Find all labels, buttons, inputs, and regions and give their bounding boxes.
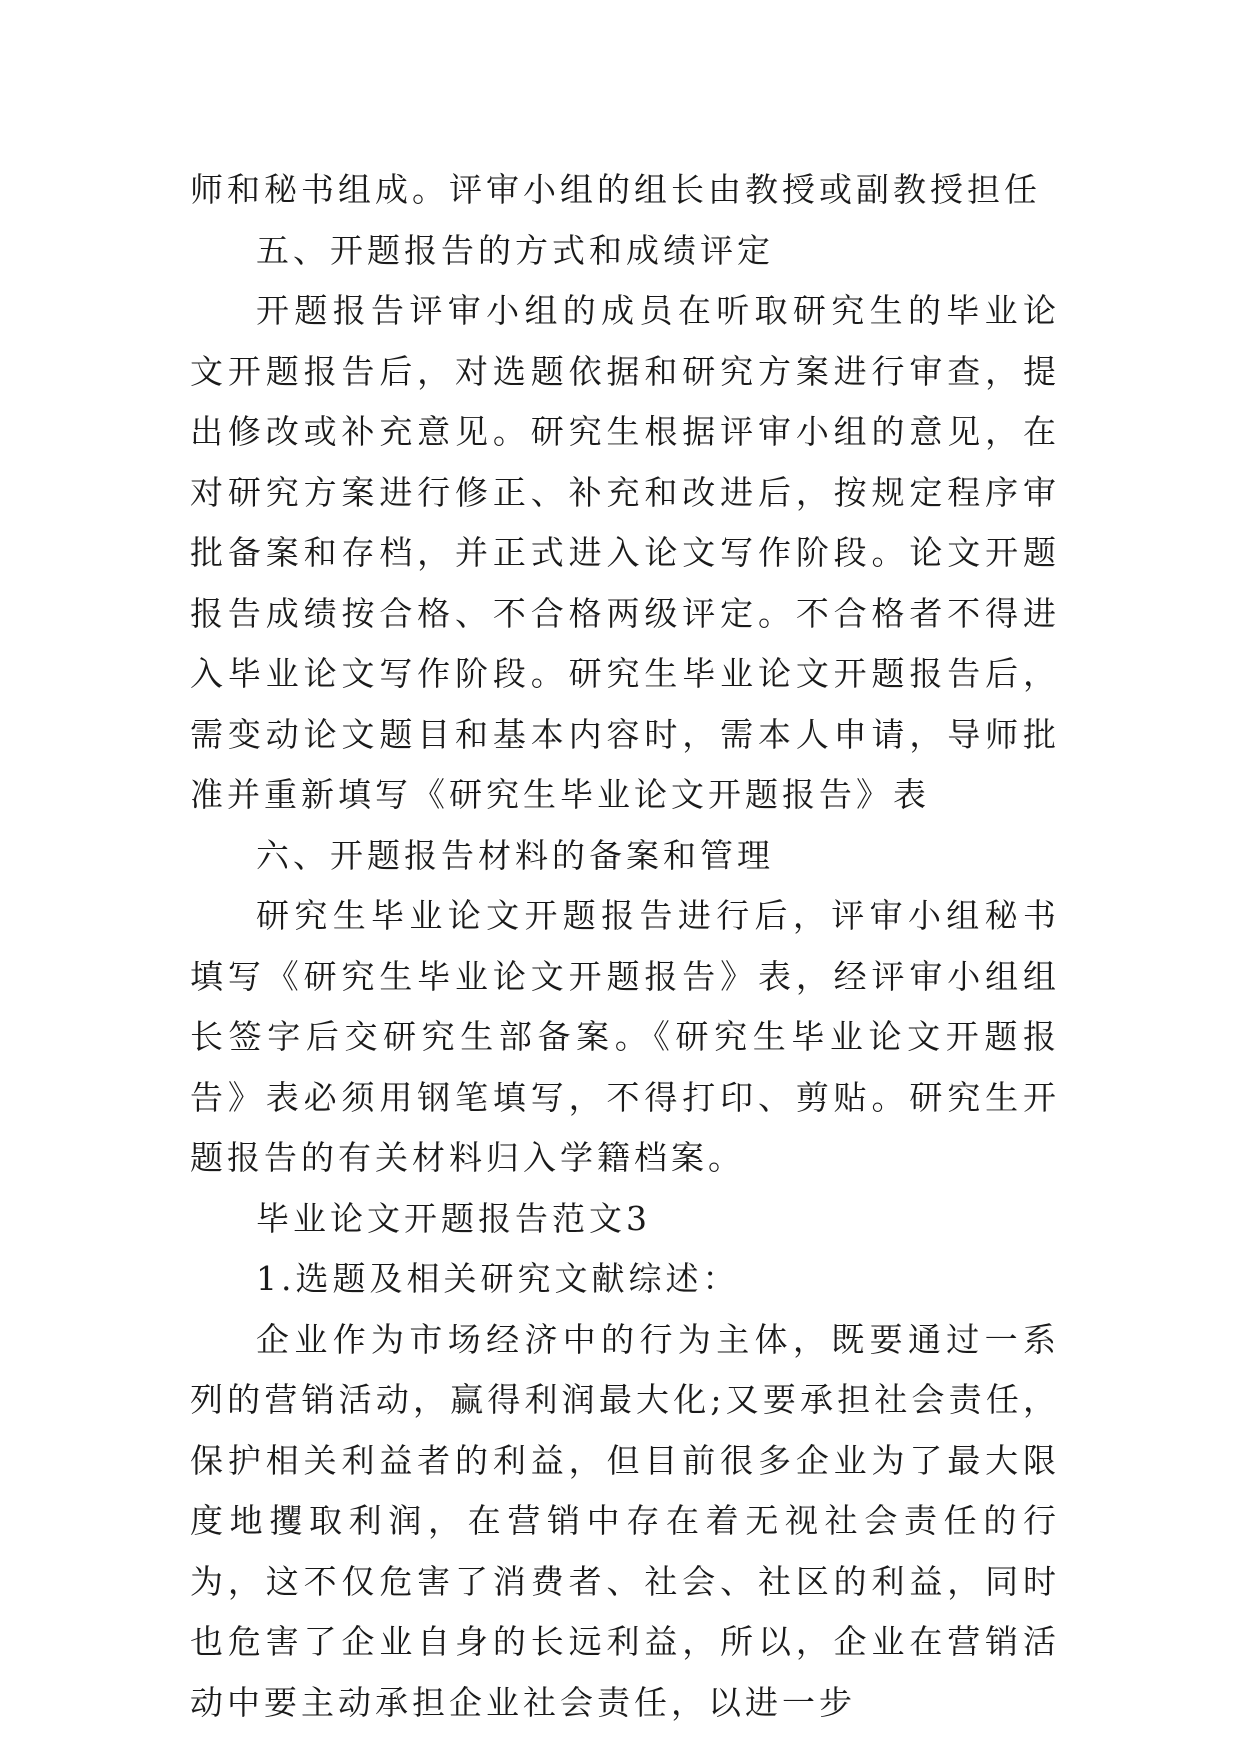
paragraph: 企业作为市场经济中的行为主体，既要通过一系列的营销活动，赢得利润最大化;又要承担社会责任，保护相关利益者的利益，但目前很多企业为了最大限度地攫取利润，在营销中存在着无视社会责任的行为，这不仅危害了消费者、社会、社区的利益，同时也危害了企业自身的长远利益，所以，企业在营销活动中要主动承担企业社会责任，以进一步 [190, 1319, 1060, 1722]
document-body [190, 160, 1060, 1733]
paragraph: 开题报告评审小组的成员在听取研究生的毕业论文开题报告后，对选题依据和研究方案进行审查，提出修改或补充意见。研究生根据评审小组的意见，在对研究方案进行修正、补充和改进后，按规定程序审批备案和存档，并正式进入论文写作阶段。论文开题报告成绩按合格、不合格两级评定。不合格者不得进入毕业论文写作阶段。研究生毕业论文开题报告后，需变动论文题目和基本内容时，需本人申请，导师批准并重新填写《研究生毕业论文开题报告》表 [190, 291, 1060, 814]
paragraph: 研究生毕业论文开题报告进行后，评审小组秘书填写《研究生毕业论文开题报告》表，经评审小组组长签字后交研究生部备案。《研究生毕业论文开题报告》表必须用钢笔填写，不得打印、剪贴。研究生开题报告的有关材料归入学籍档案。 [190, 896, 1060, 1177]
section-heading-six: 六、开题报告材料的备案和管理 [256, 835, 774, 875]
subsection-heading: 1.选题及相关研究文献综述： [256, 1259, 740, 1298]
essay-title: 毕业论文开题报告范文3 [256, 1198, 651, 1238]
paragraph: 师和秘书组成。评审小组的组长由教授或副教授担任 [190, 170, 1041, 209]
section-heading-five: 五、开题报告的方式和成绩评定 [256, 230, 774, 270]
